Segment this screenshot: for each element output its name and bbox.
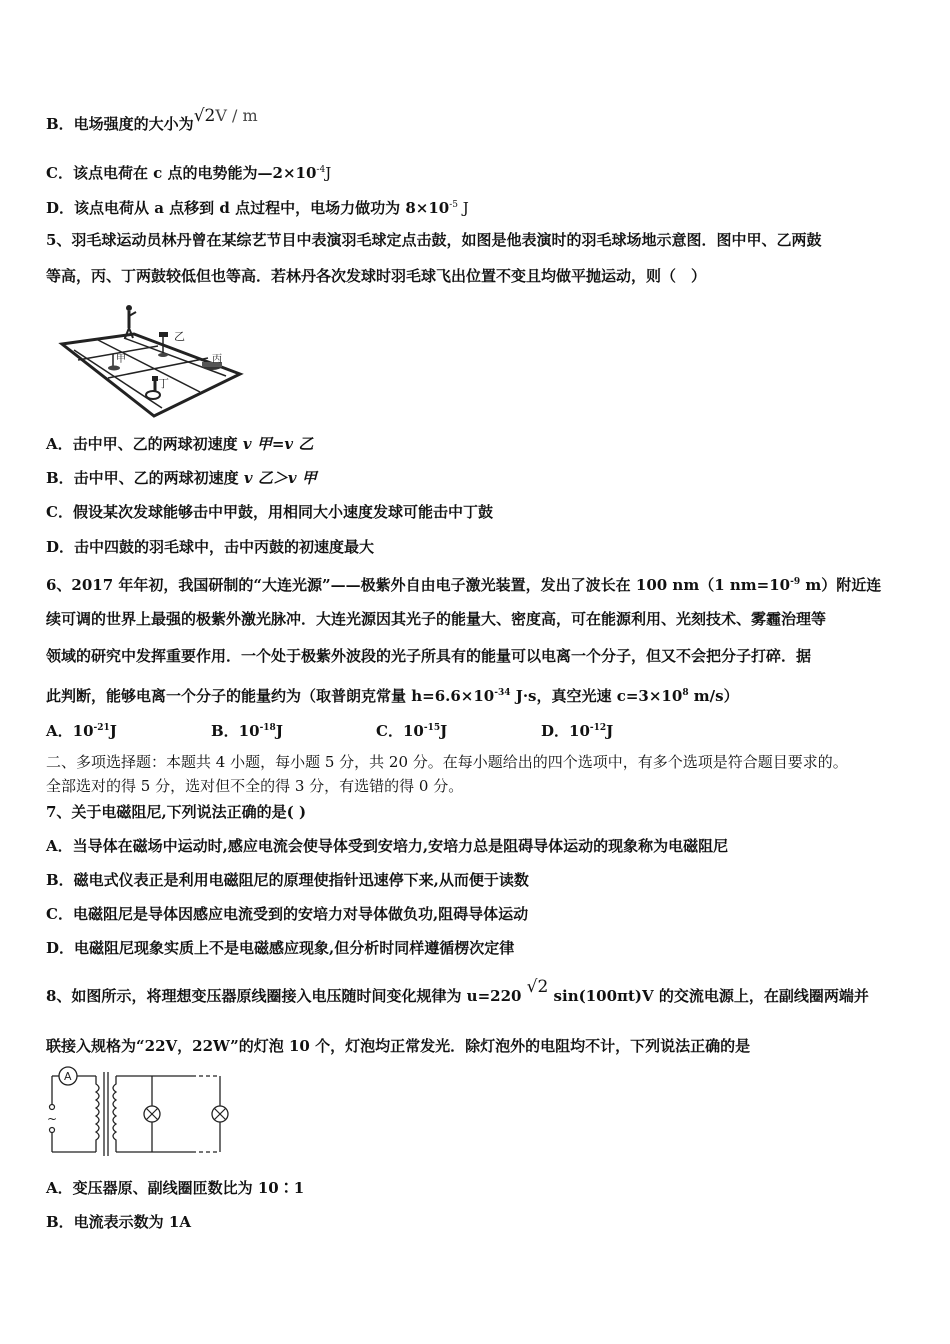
transformer-circuit-figure [44, 1066, 240, 1160]
q4-option-b-unit: V / m [215, 106, 258, 125]
q6-line4 [46, 682, 739, 707]
q6-line4-text-a: 此判断，能够电离一个分子的能量约为（取普朗克常量 h=6.6×10 [46, 687, 495, 705]
q6-line2: 续可调的世界上最强的极紫外激光脉冲．大连光源因其光子的能量大、密度高，可在能源利用、光刻技术、雾霾治理等 [46, 610, 827, 628]
q6-line4-text-c: m/s） [688, 687, 739, 705]
q6-line4-exp2: 8 [682, 688, 689, 698]
q6-line1-text-b: m）附近连 [800, 576, 882, 594]
q4-option-c-text: C．该点电荷在 c 点的电势能为—2×10 [46, 164, 317, 182]
label-yi: 乙 [174, 330, 185, 343]
q8-line1-text-a: 8、如图所示，将理想变压器原线圈接入电压随时间变化规律为 u=220 [46, 987, 527, 1005]
q5-option-c: C．假设某次发球能够击中甲鼓，用相同大小速度发球可能击中丁鼓 [46, 503, 493, 521]
q5-option-a [46, 433, 313, 455]
q4-option-b-text: B．电场强度的大小为 [46, 115, 194, 133]
q6-line1-exp: -9 [790, 577, 801, 587]
q4-option-b-sqrt: √2 [193, 106, 216, 126]
q6-option-c: C．$10^{-15}J$ [376, 722, 448, 740]
q4-option-c-unit: J [325, 164, 332, 182]
q8-line1 [46, 977, 869, 1007]
q8-line1-sqrt: √2 [526, 977, 549, 997]
q6-line3: 领域的研究中发挥重要作用．一个处于极紫外波段的光子所具有的能量可以电离一个分子，但又不会把分子打碎．据 [46, 647, 812, 665]
q5-option-b-formula: v 乙＞v 甲 [243, 469, 317, 487]
q4-option-b [46, 106, 258, 135]
primary-coil [96, 1076, 99, 1152]
q5-option-b [46, 467, 317, 489]
q8-line2: 联接入规格为“22V，22W”的灯泡 10 个，灯泡均正常发光．除灯泡外的电阻均不计，下列说法正确的是 [46, 1037, 751, 1055]
label-ding: 丁 [158, 377, 169, 390]
q7-option-a: A．当导体在磁场中运动时,感应电流会使导体受到安培力,安培力总是阻碍导体运动的现象称为电磁阻尼 [46, 837, 729, 855]
q8-line1-text-b: sin(100πt)V 的交流电源上，在副线圈两端并 [548, 987, 869, 1005]
lamp-icon [212, 1106, 228, 1122]
section2-line2: 全部选对的得 5 分，选对但不全的得 3 分，有选错的得 0 分。 [46, 777, 464, 795]
secondary-coil [113, 1076, 116, 1152]
q7-stem: 7、关于电磁阻尼,下列说法正确的是( ) [46, 803, 307, 821]
label-jia: 甲 [116, 354, 126, 365]
q4-option-d [46, 194, 469, 219]
q4-option-c [46, 159, 331, 184]
q6-line1 [46, 571, 881, 596]
court-outline [62, 334, 240, 416]
label-bing: 丙 [212, 354, 222, 365]
q7-option-b: B．磁电式仪表正是利用电磁阻尼的原理使指针迅速停下来,从而便于读数 [46, 871, 529, 889]
section2-line1: 二、多项选择题：本题共 4 小题，每小题 5 分，共 20 分。在每小题给出的四个选项中，有多个选项是符合题目要求的。 [46, 753, 848, 771]
lamp-icon [144, 1106, 160, 1122]
q7-option-d: D．电磁阻尼现象实质上不是电磁感应现象,但分析时同样遵循楞次定律 [46, 939, 515, 957]
q6-line4-text-b: J·s，真空光速 c=3×10 [510, 687, 683, 705]
q4-option-d-unit: J [458, 199, 469, 217]
q5-option-d: D．击中四鼓的羽毛球中，击中丙鼓的初速度最大 [46, 538, 375, 556]
q5-option-a-text: A．击中甲、乙的两球初速度 [46, 435, 243, 453]
ammeter-label: A [64, 1070, 72, 1083]
q6-option-d: D．$10^{-12}J$ [541, 722, 614, 740]
q6-line4-exp1: -34 [494, 688, 511, 698]
q4-option-d-text: D．该点电荷从 a 点移到 d 点过程中，电场力做功为 8×10 [46, 199, 450, 217]
q6-option-a: A．$10^{-21}J$ [46, 722, 117, 740]
q7-option-c: C．电磁阻尼是导体因感应电流受到的安培力对导体做负功,阻碍导体运动 [46, 905, 529, 923]
q4-option-d-exp: -5 [449, 200, 458, 210]
q6-options [46, 717, 613, 742]
q5-stem-line1: 5、羽毛球运动员林丹曾在某综艺节目中表演羽毛球定点击鼓，如图是他表演时的羽毛球场地示意图．图中甲、乙两鼓 [46, 231, 822, 249]
q8-option-b: B．电流表示数为 1A [46, 1213, 191, 1231]
q4-option-c-exp: -4 [316, 165, 326, 175]
ac-source-symbol: ~ [47, 1112, 58, 1126]
q8-option-a: A．变压器原、副线圈匝数比为 10∶1 [46, 1179, 305, 1197]
q6-line1-text-a: 6、2017 年年初，我国研制的“大连光源”——极紫外自由电子激光装置，发出了波长在 100 nm（1 nm=10 [46, 576, 791, 594]
q5-stem-line2: 等高，丙、丁两鼓较低但也等高．若林丹各次发球时羽毛球飞出位置不变且均做平抛运动，则（ ） [46, 267, 707, 285]
badminton-court-figure [58, 300, 250, 420]
q5-option-a-formula: v 甲=v 乙 [242, 435, 314, 453]
q6-option-b: B．$10^{-18}J$ [211, 722, 283, 740]
q5-option-b-text: B．击中甲、乙的两球初速度 [46, 469, 244, 487]
